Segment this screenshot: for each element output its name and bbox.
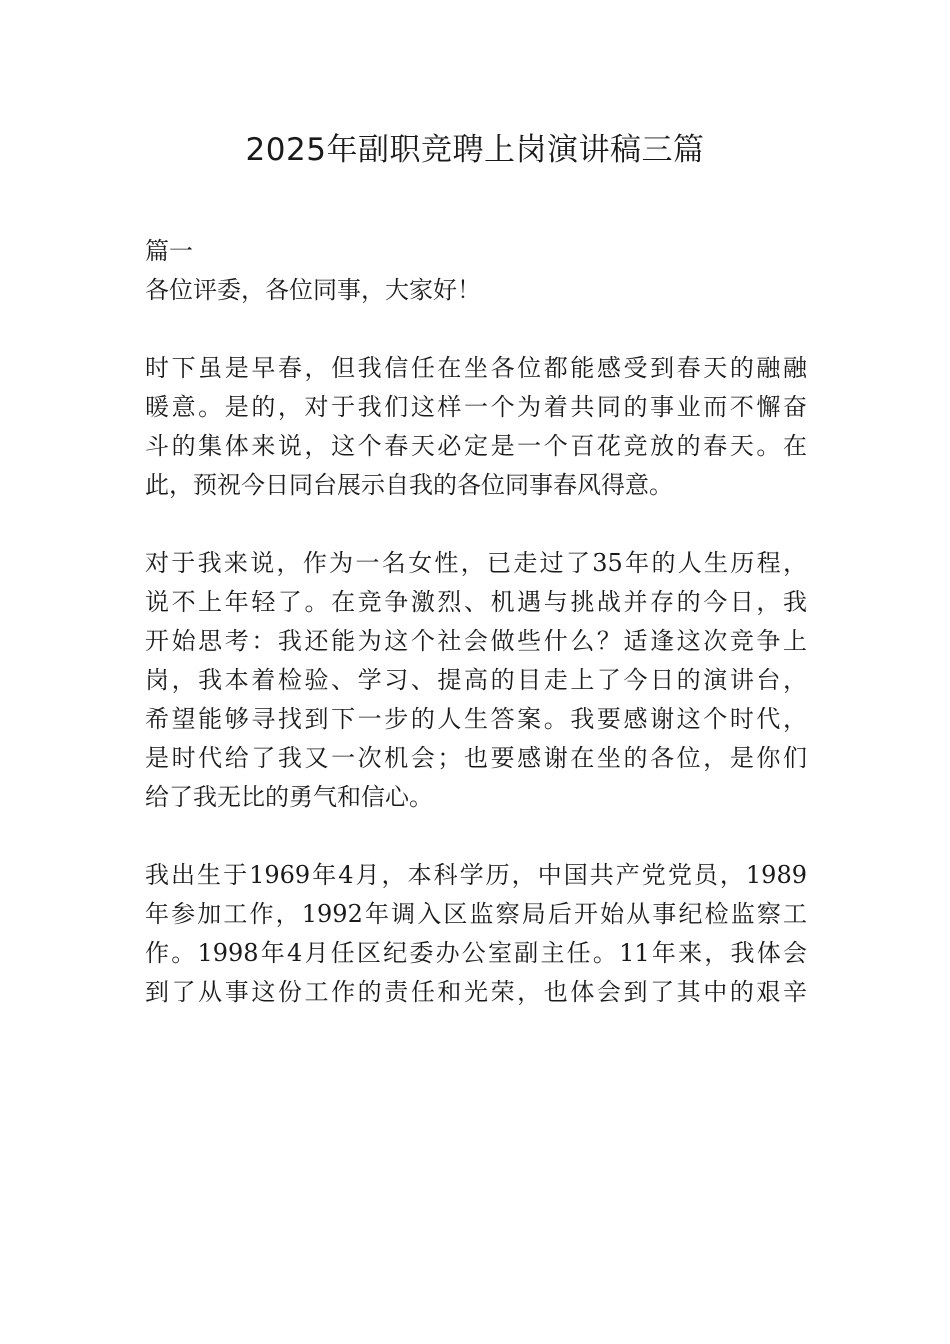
text-line: 希望能够寻找到下一步的人生答案。我要感谢这个时代， [145, 705, 807, 733]
paragraph-3 [145, 856, 807, 1012]
document-body [145, 232, 807, 1012]
paragraph-2 [145, 544, 807, 817]
text-line: 斗的集体来说，这个春天必定是一个百花竞放的春天。在 [145, 432, 807, 460]
text-line: 是时代给了我又一次机会；也要感谢在坐的各位，是你们 [145, 744, 807, 772]
text-line: 我出生于1969年4月，本科学历，中国共产党党员，1989 [145, 861, 807, 889]
blank-line [145, 817, 807, 856]
text-line: 说不上年轻了。在竞争激烈、机遇与挑战并存的今日，我 [145, 588, 807, 616]
section-label: 篇一 [145, 237, 193, 265]
paragraph-1 [145, 349, 807, 505]
text-line: 到了从事这份工作的责任和光荣，也体会到了其中的艰辛 [145, 978, 807, 1006]
text-line: 开始思考：我还能为这个社会做些什么？适逢这次竞争上 [145, 627, 807, 655]
text-line: 作。1998年4月任区纪委办公室副主任。11年来，我体会 [145, 939, 807, 967]
text-line: 岗，我本着检验、学习、提高的目走上了今日的演讲台， [145, 666, 807, 694]
text-line: 年参加工作，1992年调入区监察局后开始从事纪检监察工 [145, 900, 807, 928]
blank-line [145, 310, 807, 349]
text-line: 对于我来说，作为一名女性，已走过了35年的人生历程， [145, 549, 807, 577]
text-line: 时下虽是早春，但我信任在坐各位都能感受到春天的融融 [145, 354, 807, 382]
greeting-line: 各位评委，各位同事，大家好！ [145, 276, 481, 304]
text-line: 此，预祝今日同台展示自我的各位同事春风得意。 [145, 471, 673, 499]
document-title: 2025年副职竞聘上岗演讲稿三篇 [245, 132, 705, 168]
blank-line [145, 505, 807, 544]
text-line: 给了我无比的勇气和信心。 [145, 783, 433, 811]
text-line: 暖意。是的，对于我们这样一个为着共同的事业而不懈奋 [145, 393, 807, 421]
